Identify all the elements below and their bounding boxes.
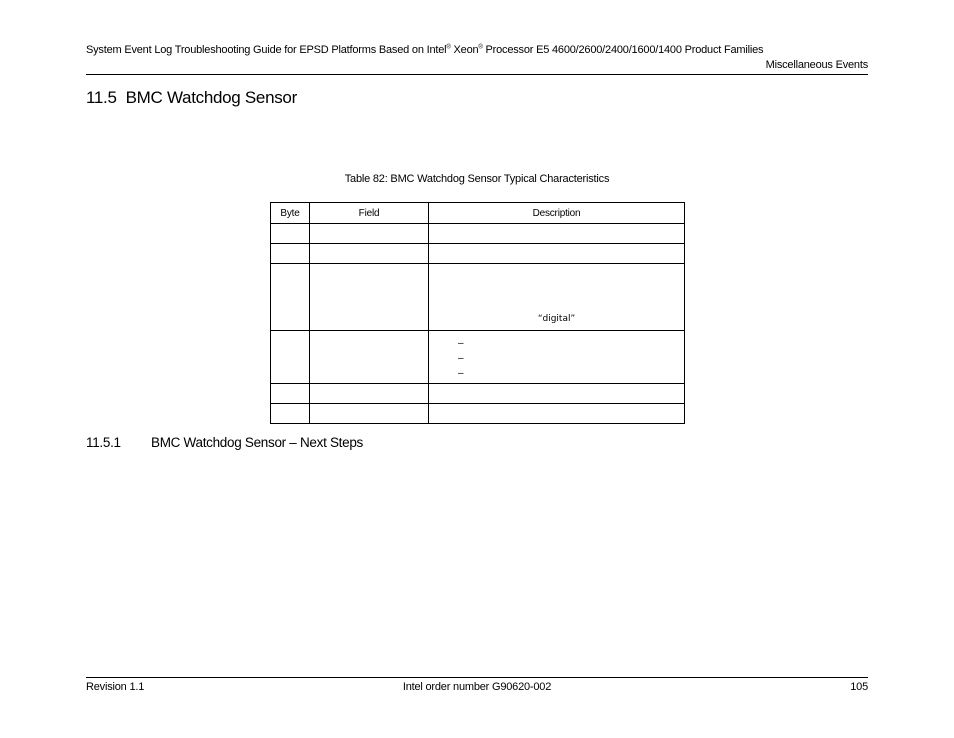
description-cell [429, 384, 685, 404]
field-cell [310, 264, 429, 331]
dash-list-item: – [458, 353, 464, 364]
header-title-suffix: Processor E5 4600/2600/2400/1600/1400 Product Families [482, 44, 764, 56]
section-heading [86, 88, 297, 108]
table-row [271, 264, 685, 331]
table-row [271, 404, 685, 424]
table-row [271, 224, 685, 244]
table-header-row [271, 203, 685, 224]
footer-revision: Revision 1.1 [86, 681, 145, 693]
field-cell [310, 244, 429, 264]
column-header-byte: Byte [271, 203, 310, 224]
description-cell [429, 224, 685, 244]
subsection-number: 11.5.1 [86, 435, 121, 450]
field-cell [310, 384, 429, 404]
dash-list-item: – [458, 368, 464, 379]
header-title-mid: Xeon [450, 44, 479, 56]
running-header-chapter: Miscellaneous Events [765, 59, 868, 71]
description-cell [429, 331, 685, 384]
description-cell [429, 264, 685, 331]
byte-cell [271, 331, 310, 384]
header-divider [86, 74, 868, 75]
byte-cell [271, 404, 310, 424]
byte-cell [271, 224, 310, 244]
page-number: 105 [850, 681, 868, 693]
table-caption: Table 82: BMC Watchdog Sensor Typical Characteristics [344, 173, 610, 185]
footer-divider [86, 677, 868, 678]
byte-cell [271, 264, 310, 331]
section-title: BMC Watchdog Sensor [125, 88, 297, 107]
subsection-heading [86, 435, 363, 450]
field-cell [310, 404, 429, 424]
field-cell [310, 331, 429, 384]
field-cell [310, 224, 429, 244]
description-cell [429, 244, 685, 264]
dash-list-item: – [458, 338, 464, 349]
footer-order-number: Intel order number G90620-002 [402, 681, 552, 693]
subsection-title: BMC Watchdog Sensor – Next Steps [151, 435, 363, 450]
registered-mark: ® [478, 44, 483, 51]
description-cell [429, 404, 685, 424]
table-row [271, 331, 685, 384]
header-title-prefix: System Event Log Troubleshooting Guide for EPSD Platforms Based on Intel [86, 44, 447, 56]
column-header-description: Description [429, 203, 685, 224]
characteristics-table [270, 202, 685, 424]
column-header-field: Field [310, 203, 429, 224]
description-text-digital: “digital” [537, 314, 576, 324]
table-row [271, 384, 685, 404]
byte-cell [271, 384, 310, 404]
section-number: 11.5 [86, 88, 117, 107]
table-row [271, 244, 685, 264]
dash-list [458, 336, 681, 381]
registered-mark: ® [446, 44, 451, 51]
running-header-title [86, 44, 763, 56]
byte-cell [271, 244, 310, 264]
